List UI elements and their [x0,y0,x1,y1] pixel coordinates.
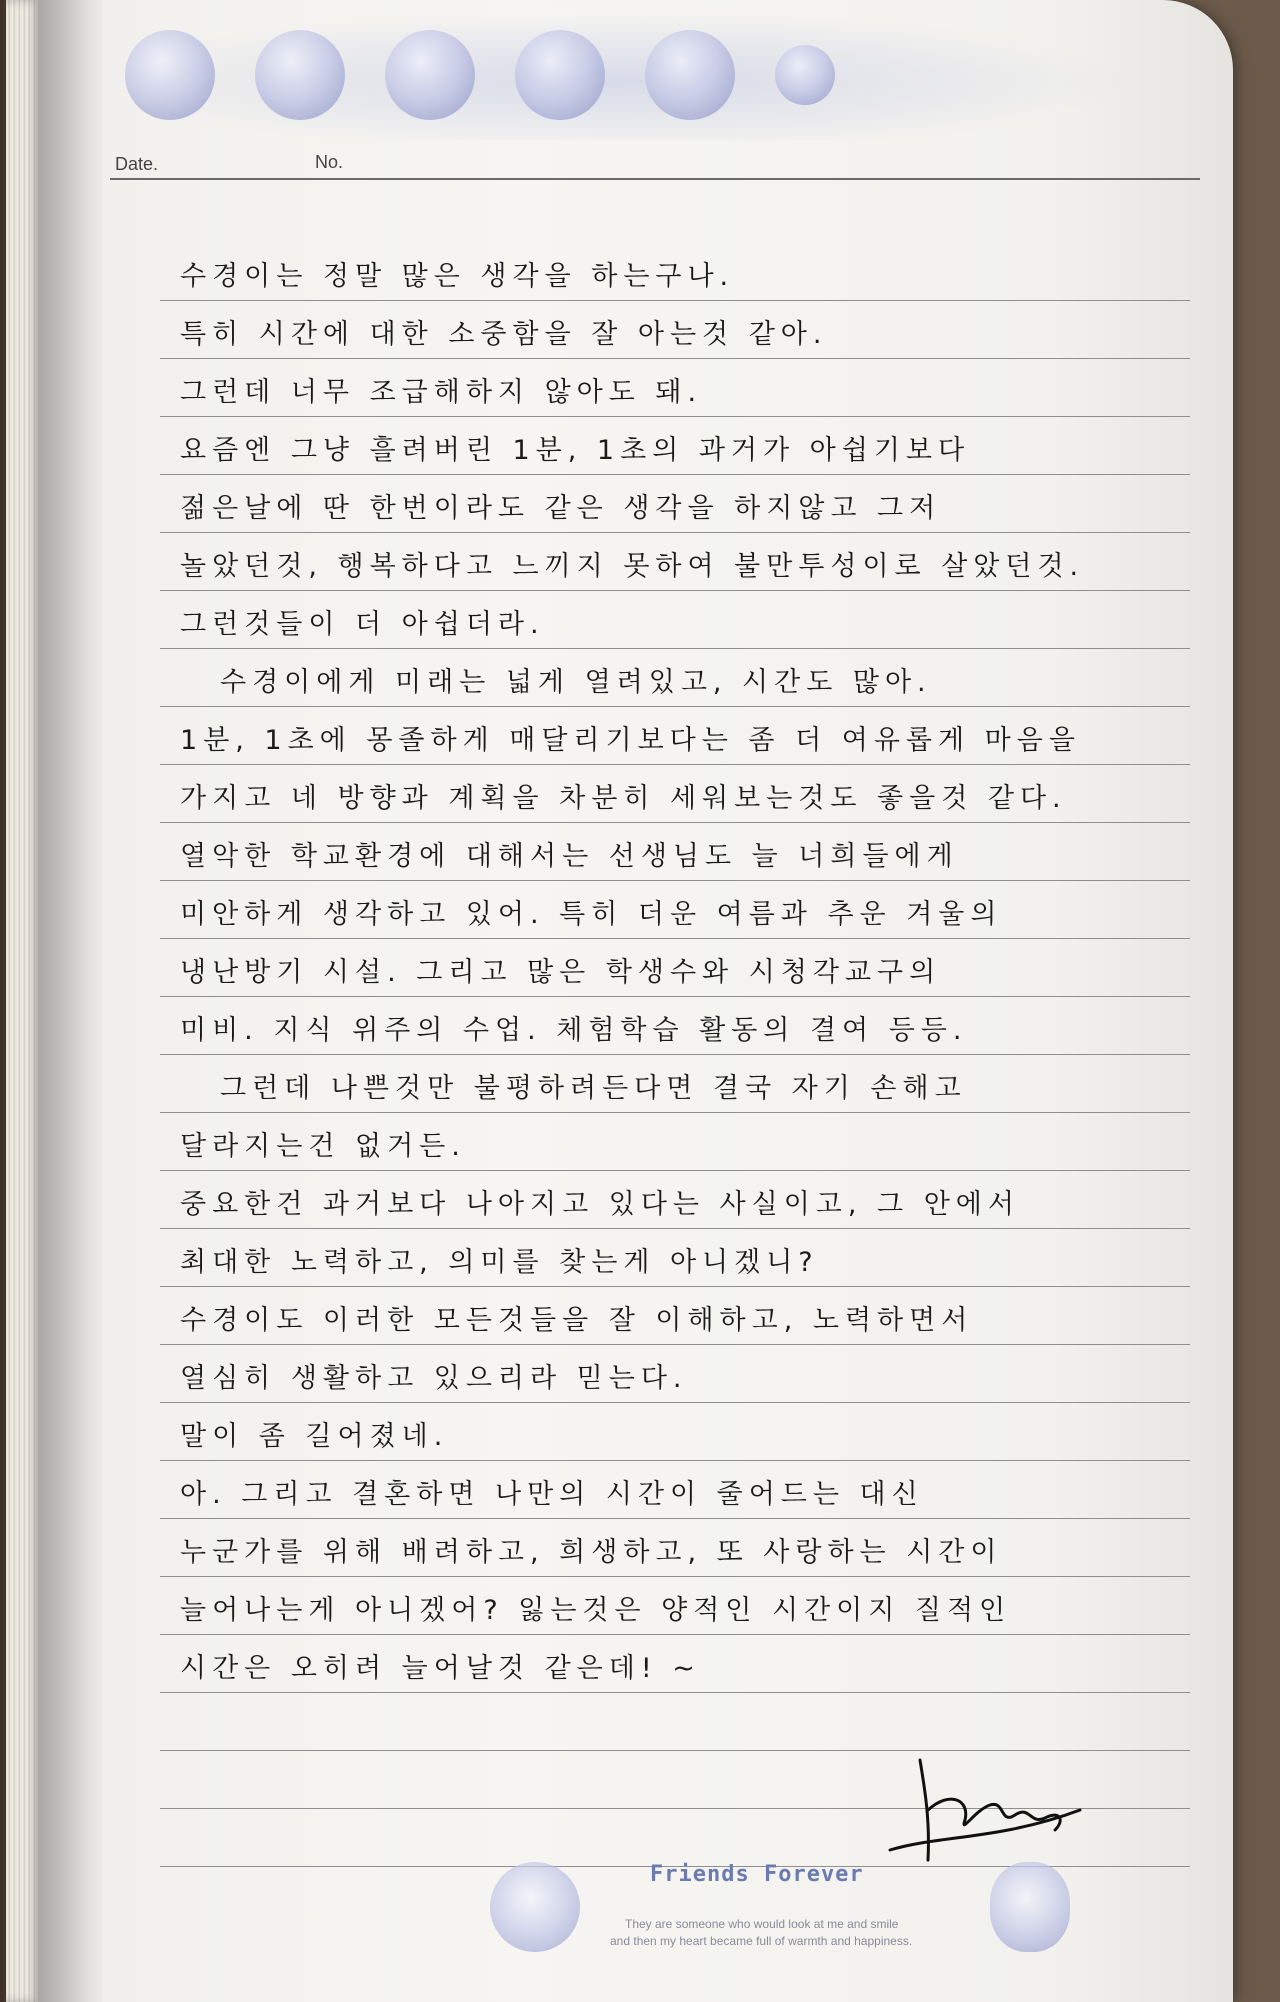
letter-line: 중요한건 과거보다 나아지고 있다는 사실이고, 그 안에서 [180,1189,1020,1220]
header-rule [110,178,1200,180]
letter-line: 그런것들이 더 아쉽더라. [180,609,545,640]
letter-line: 달라지는건 없거든. [180,1131,466,1162]
letter-line: 아. 그리고 결혼하면 나만의 시간이 줄어드는 대신 [180,1479,924,1510]
letter-line: 그런데 너무 조급해하지 않아도 돼. [180,377,703,408]
footer-branding [470,1862,1050,1972]
letter-line: 열심히 생활하고 있으리라 믿는다. [180,1363,688,1394]
header-illustration [95,10,1125,140]
letter-line: 미비. 지식 위주의 수업. 체험학습 활동의 결여 등등. [180,1015,968,1046]
number-three-doodle-icon [990,1862,1070,1952]
letter-line: 수경이에게 미래는 넓게 열려있고, 시간도 많아. [220,667,932,698]
footer-subtitle-line1: They are someone who would look at me and smile [625,1917,899,1931]
binding-shadow [38,0,103,2002]
girl-doodle-icon [385,30,475,120]
page-edges [6,0,42,2002]
letter-line: 냉난방기 시설. 그리고 많은 학생수와 시청각교구의 [180,957,942,988]
kids-doodle-icon [515,30,605,120]
letter-line: 그런데 나쁜것만 불평하려든다면 결국 자기 손해고 [220,1073,967,1104]
footer-subtitle-line2: and then my heart became full of warmth and happiness. [610,1934,913,1948]
letter-line: 1분, 1초에 몽졸하게 매달리기보다는 좀 더 여유롭게 마음을 [180,725,1081,756]
letter-line: 시간은 오히려 늘어날것 같은데! ~ [180,1653,701,1684]
letter-line: 최대한 노력하고, 의미를 찾는게 아니겠니? [180,1247,819,1278]
letter-line: 젊은날에 딴 한번이라도 같은 생각을 하지않고 그저 [180,493,942,524]
letter-line: 가지고 네 방향과 계획을 차분히 세워보는것도 좋을것 같다. [180,783,1067,814]
signature-icon [880,1750,1110,1870]
letter-line: 미안하게 생각하고 있어. 특히 더운 여름과 추운 겨울의 [180,899,1003,930]
angel-doodle-icon [645,30,735,120]
footer-title: Friends Forever [650,1862,864,1887]
letter-line: 열악한 학교환경에 대해서는 선생님도 늘 너희들에게 [180,841,959,872]
letter-body [180,248,1180,1698]
letter-line: 요즘엔 그냥 흘려버린 1분, 1초의 과거가 아쉽기보다 [180,435,971,466]
bear-doodle-icon [125,30,215,120]
letter-line: 누군가를 위해 배려하고, 희생하고, 또 사랑하는 시간이 [180,1537,1003,1568]
letter-line: 늘어나는게 아니겠어? 잃는것은 양적인 시간이지 질적인 [180,1595,1012,1626]
sun-doodle-icon [775,45,835,105]
date-label: Date. [115,154,159,174]
letter-line: 놀았던것, 행복하다고 느끼지 못하여 불만투성이로 살았던것. [180,551,1085,582]
letter-line: 말이 좀 길어졌네. [180,1421,449,1452]
letter-line: 수경이도 이러한 모든것들을 잘 이해하고, 노력하면서 [180,1305,974,1336]
number-label: No. [315,152,344,172]
letter-line: 수경이는 정말 많은 생각을 하는구나. [180,261,735,292]
letter-line: 특히 시간에 대한 소중함을 잘 아는것 같아. [180,319,828,350]
baby-doodle-icon [490,1862,580,1952]
cherub-doodle-icon [255,30,345,120]
